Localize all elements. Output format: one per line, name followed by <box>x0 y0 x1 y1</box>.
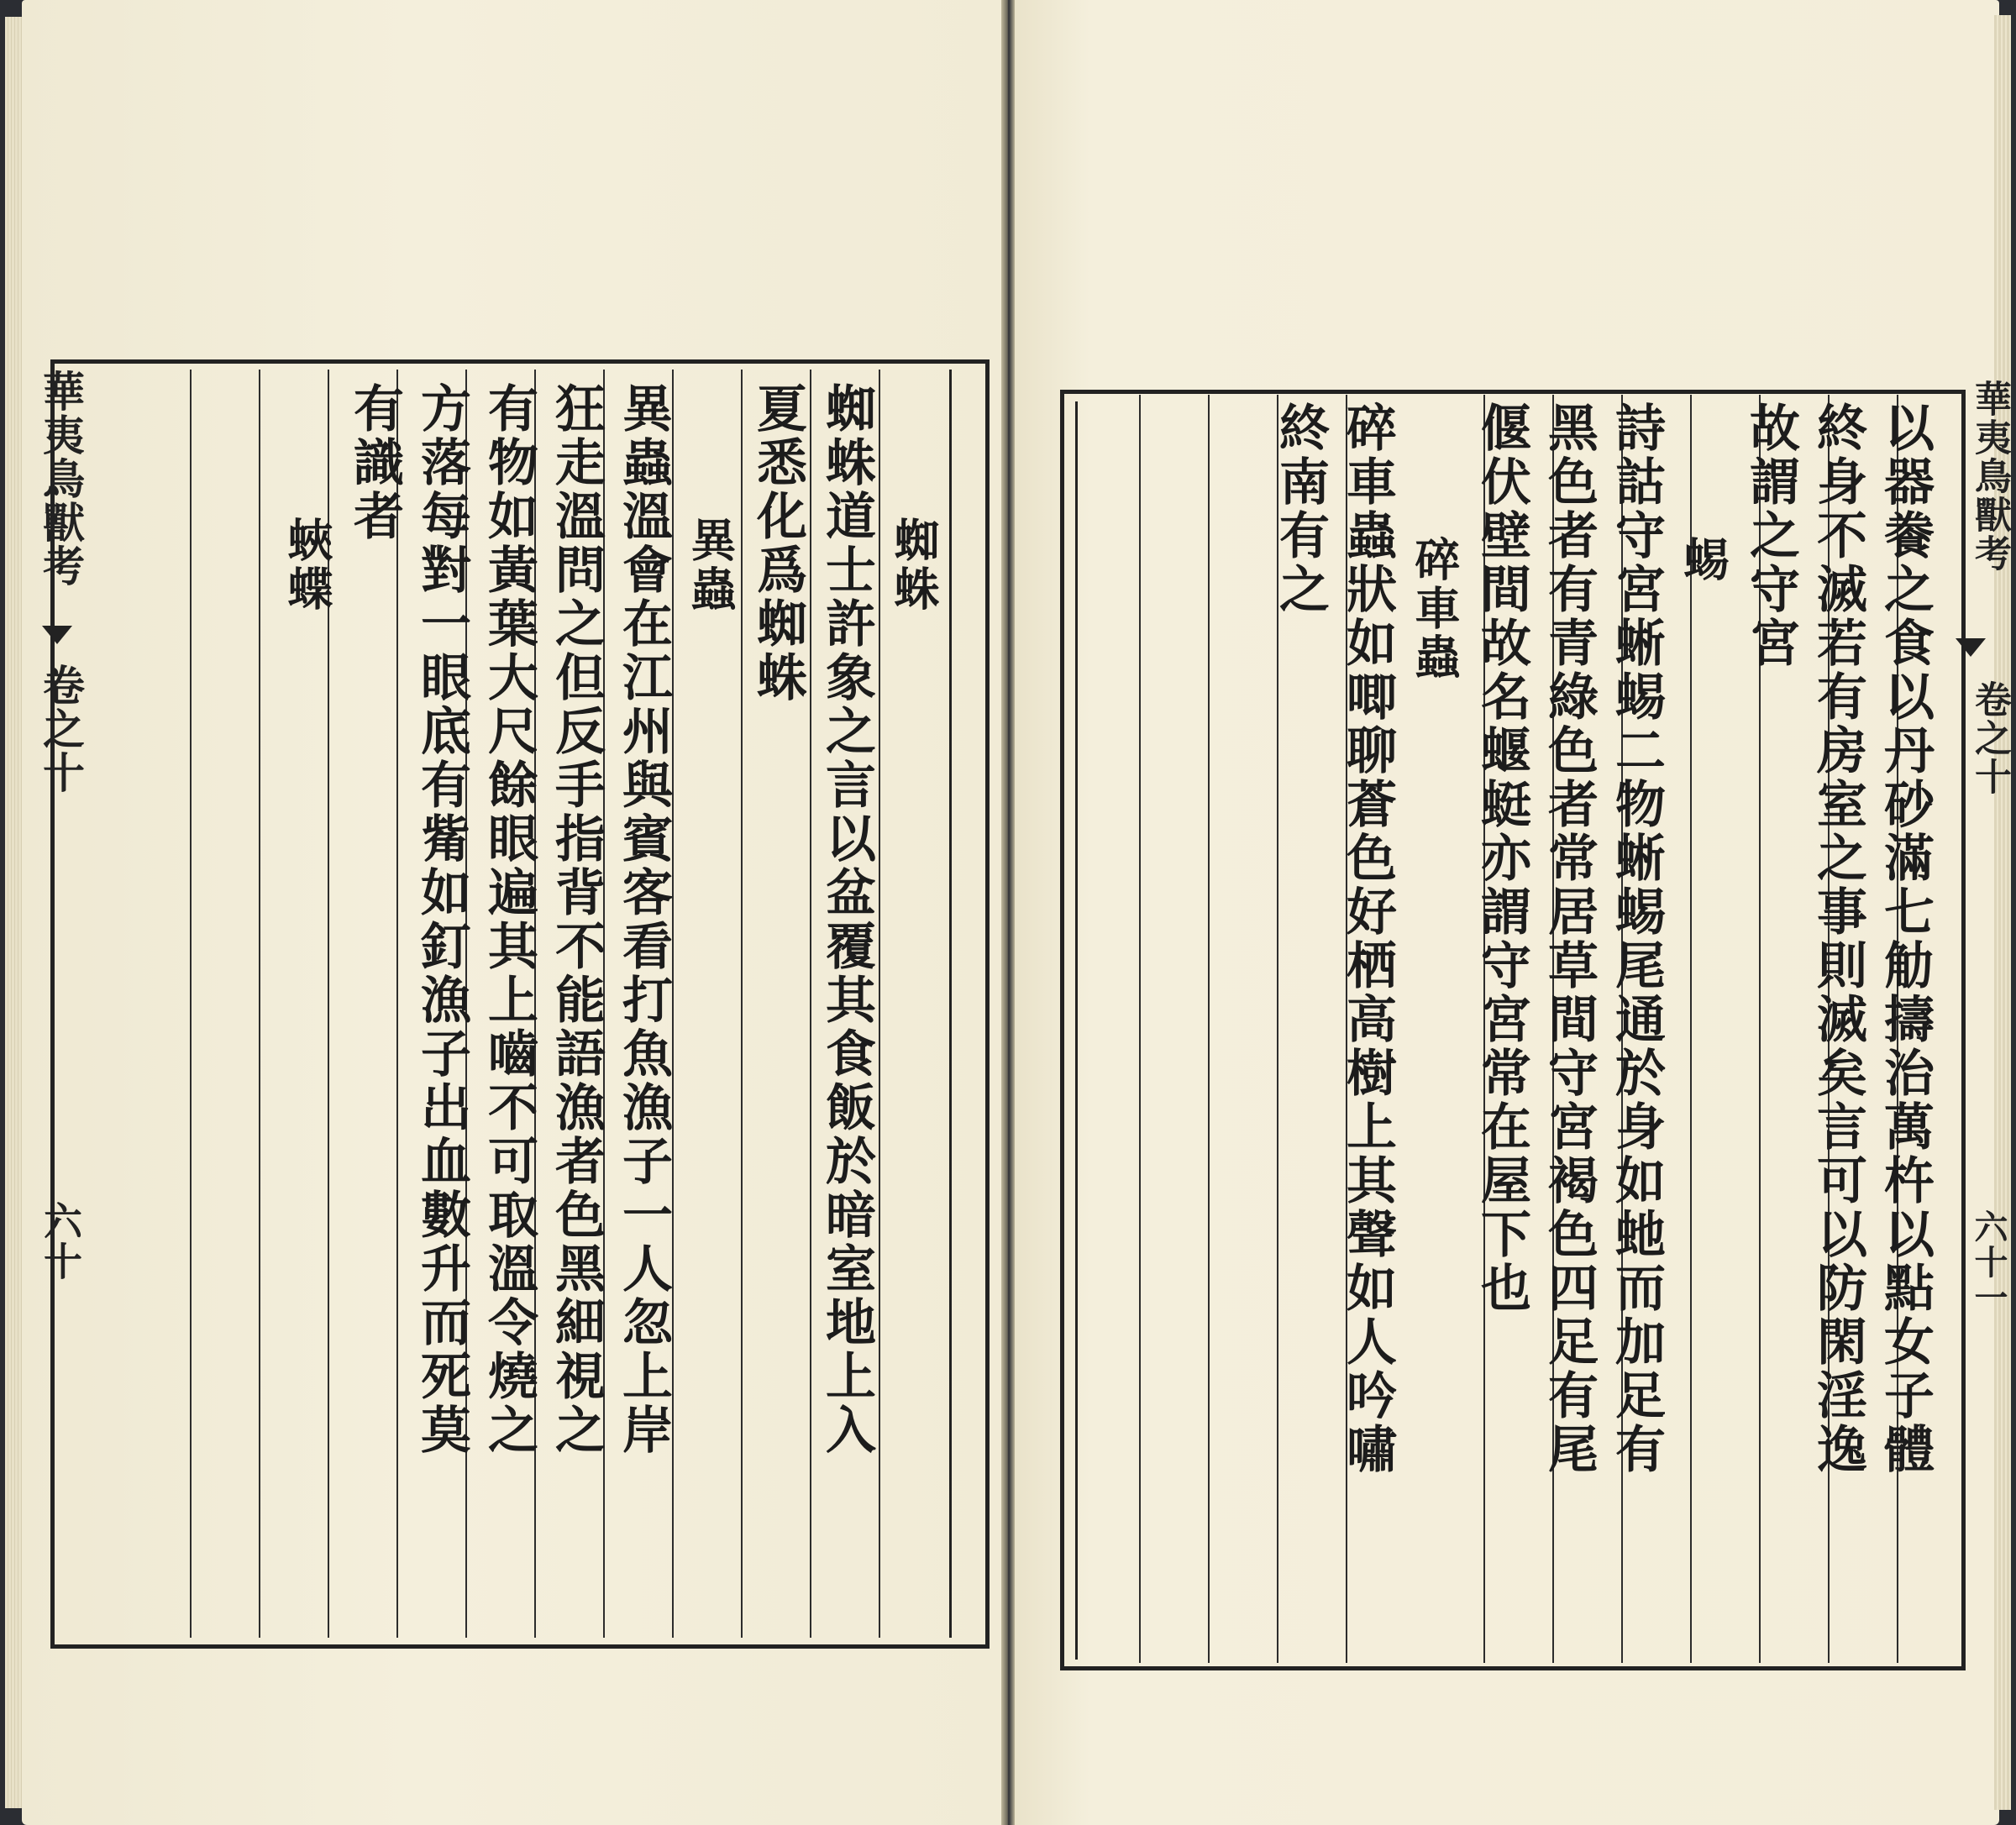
left-margin-volume: 卷之十 <box>36 663 86 795</box>
text-column: 終南有之 <box>1271 401 1330 616</box>
text-column: 異蟲 <box>684 517 738 614</box>
text-column: 有物如黃葉大尺餘眼遍其上嚙不可取溫令燒之 <box>480 382 538 1457</box>
text-column: 故謂之守宮 <box>1741 401 1800 670</box>
left-margin-title: 華夷鳥獸考 <box>36 370 86 588</box>
right-margin-volume: 卷之十 <box>1968 680 2011 796</box>
left-margin-folio: 六十 <box>38 1201 83 1282</box>
text-column: 以器餋之食以丹砂滿七觔擣治萬杵以點女子體 <box>1876 401 1935 1476</box>
text-column: 蛺蝶 <box>281 517 334 614</box>
text-column: 異蟲溫會在江州與賓客看打魚漁子一人忽上岸 <box>614 382 673 1457</box>
text-column: 蜴 <box>1677 536 1730 585</box>
right-text-columns <box>1084 401 1966 1653</box>
text-column: 狂走溫問之但反手指背不能語漁者色黑細視之 <box>547 382 606 1457</box>
text-column: 詩詁守宮蜥蜴二物蜥蜴尾通於身如虵而加足有 <box>1607 401 1666 1476</box>
left-fold-mark <box>42 626 72 644</box>
right-margin-folio: 六十一 <box>1969 1209 2008 1315</box>
text-column: 終身不滅若有房室之事則滅矣言可以防閑淫逸 <box>1809 401 1867 1476</box>
text-column: 偃伏壁間故名蝘蜓亦謂守宮常在屋下也 <box>1473 401 1531 1315</box>
text-column: 碎車蟲狀如唧聊蒼色好栖高樹上其聲如人吟嘯 <box>1338 401 1397 1476</box>
left-inner-rule <box>949 370 952 1638</box>
text-column: 夏悉化爲蜘蛛 <box>748 382 807 705</box>
right-margin-title: 華夷鳥獸考 <box>1968 380 2011 573</box>
text-column: 蜘蛛道士許象之言以盆覆其食飯於暗室地上入 <box>817 382 876 1457</box>
right-inner-rule <box>1075 401 1078 1660</box>
text-column: 蜘蛛 <box>887 517 941 614</box>
text-column: 有識者 <box>345 382 404 543</box>
text-column: 黑色者有青綠色者常居草間守宮褐色四足有尾 <box>1540 401 1599 1476</box>
book-gutter <box>1001 0 1015 1825</box>
text-column: 碎車蟲 <box>1408 536 1462 682</box>
text-column: 方落每對一眼底有觜如釘漁子出血數升而死莫 <box>412 382 471 1457</box>
page-edges-right <box>1994 15 2011 1810</box>
left-text-columns <box>192 382 948 1634</box>
